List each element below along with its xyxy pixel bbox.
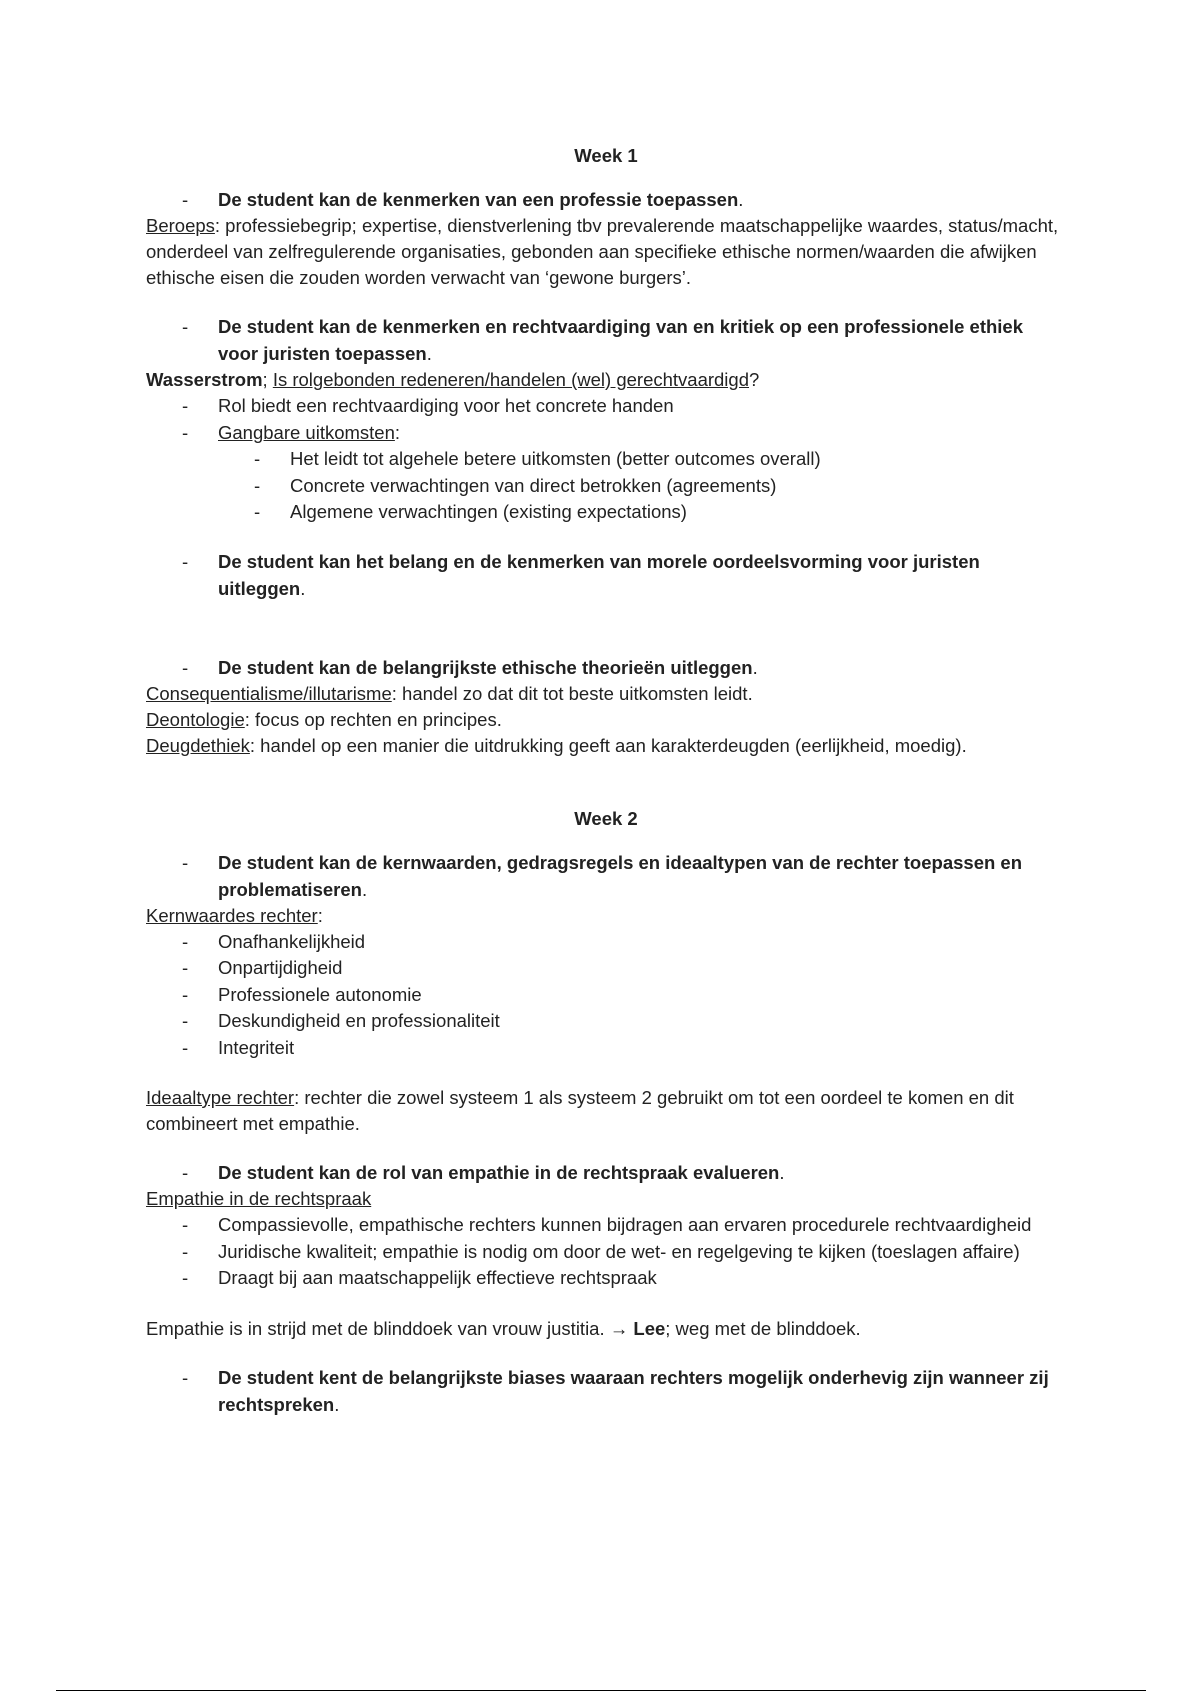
week-2-heading: Week 2	[574, 807, 638, 829]
objective-text: De student kan de kenmerken van een professie toepassen	[218, 189, 739, 210]
bullet-dash: -	[182, 550, 189, 572]
page-bottom-rule	[56, 1690, 1146, 1691]
bullet-dash: -	[182, 1214, 189, 1235]
objective-text: De student kan het belang en de kenmerken van morele oordeelsvorming voor juristen uitleggen	[218, 550, 980, 599]
list-item-text: Draagt bij aan maatschappelijk effectieve rechtspraak	[218, 1267, 657, 1288]
list-item-text: Deskundigheid en professionaliteit	[218, 1010, 500, 1031]
bullet-dash: -	[182, 930, 189, 952]
author-name: Wasserstrom	[146, 369, 263, 390]
bullet-dash: -	[182, 656, 189, 678]
period: .	[300, 577, 306, 599]
objective-text: De student kan de kernwaarden, gedragsregels en ideaaltypen van de rechter toepassen en problematiseren	[218, 851, 1023, 900]
bullet-dash: -	[182, 1036, 189, 1058]
colon: :	[394, 421, 401, 443]
list-item-text: Gangbare uitkomsten	[218, 421, 395, 443]
list-item-text: Professionele autonomie	[218, 983, 422, 1005]
list-item-text: Juridische kwaliteit; empathie is nodig om door de wet- en regelgeving te kijken (toeslagen affaire)	[218, 1240, 1020, 1262]
definition-text: : professiebegrip; expertise, dienstverlening tbv prevalerende maatschappelijke waardes, status/macht, onderdeel van zelfregulerende organisaties, gebonden aan specifieke ethische normen/waarden die afwijken ethische eisen die zouden worden verwacht van ‘gewone burgers’.	[146, 215, 1059, 288]
theory-line	[146, 707, 1066, 733]
theory-text: : focus op rechten en principes.	[244, 708, 502, 730]
bullet-dash: -	[182, 189, 189, 210]
theory-line	[146, 681, 1066, 707]
separator: ;	[262, 369, 273, 390]
sub-list-item-text: Concrete verwachtingen van direct betrokken (agreements)	[290, 474, 777, 496]
list-item-text: Onpartijdigheid	[218, 957, 343, 978]
list-item	[146, 929, 1066, 956]
period: .	[752, 656, 758, 678]
learning-objective	[146, 1364, 1066, 1418]
bullet-dash: -	[182, 1267, 189, 1288]
objective-text: De student kan de kenmerken en rechtvaardiging van en kritiek op een professionele ethiek voor juristen toepassen	[218, 316, 1024, 364]
period: .	[334, 1393, 340, 1415]
list-item	[146, 1239, 1066, 1266]
list-item	[146, 1035, 1066, 1062]
theory-text: : handel zo dat dit tot beste uitkomsten leidt.	[391, 682, 753, 704]
list-item	[146, 420, 1066, 447]
period: .	[779, 1162, 785, 1183]
bullet-dash: -	[254, 501, 261, 522]
section-title-text: Kernwaardes rechter	[146, 904, 318, 926]
wasserstrom-line	[146, 367, 1066, 393]
bullet-dash: -	[182, 851, 189, 873]
learning-objective	[146, 1159, 1066, 1186]
period: .	[361, 878, 368, 900]
question-mark: ?	[749, 369, 760, 390]
section-title	[146, 1186, 1066, 1212]
period: .	[738, 189, 744, 210]
bullet-dash: -	[182, 316, 189, 337]
blinddoek-line	[146, 1316, 1066, 1342]
blinddoek-post: ; weg met de blinddoek.	[665, 1317, 861, 1339]
list-item-text: Rol biedt een rechtvaardiging voor het concrete handen	[218, 395, 674, 416]
list-item	[146, 393, 1066, 420]
bullet-dash: -	[182, 957, 189, 978]
sub-list-item	[146, 473, 1066, 500]
list-item-text: Integriteit	[218, 1036, 295, 1058]
bullet-dash: -	[182, 395, 189, 416]
bullet-dash: -	[254, 448, 261, 469]
learning-objective	[146, 654, 1066, 681]
sub-list-item	[146, 446, 1066, 473]
question-text: Is rolgebonden redeneren/handelen (wel) gerechtvaardigd	[272, 369, 749, 390]
theory-term: Consequentialisme/illutarisme	[146, 682, 392, 704]
definition-paragraph	[146, 213, 1066, 291]
bullet-dash: -	[182, 1240, 189, 1262]
objective-text: De student kan de rol van empathie in de rechtspraak evalueren	[218, 1162, 780, 1183]
colon: :	[317, 904, 323, 926]
bullet-dash: -	[182, 1162, 189, 1183]
learning-objective	[146, 849, 1066, 903]
section-title-text: Empathie in de rechtspraak	[146, 1188, 372, 1209]
theory-line	[146, 733, 1066, 759]
definition-term: Beroeps	[146, 215, 215, 236]
bullet-dash: -	[182, 983, 189, 1005]
list-item	[146, 1212, 1066, 1239]
theory-term: Deugdethiek	[146, 734, 250, 756]
sub-list-item-text: Het leidt tot algehele betere uitkomsten (better outcomes overall)	[290, 448, 821, 469]
definition-paragraph	[146, 1085, 1066, 1137]
bullet-dash: -	[182, 1366, 189, 1388]
theory-term: Deontologie	[146, 708, 245, 730]
sub-list-item	[146, 499, 1066, 526]
blinddoek-pre: Empathie is in strijd met de blinddoek van vrouw justitia. →	[146, 1317, 634, 1339]
definition-text: : rechter die zowel systeem 1 als systeem 2 gebruikt om tot een oordeel te komen en dit combineert met empathie.	[146, 1087, 1014, 1134]
bullet-dash: -	[254, 474, 261, 496]
learning-objective	[146, 548, 1066, 602]
definition-term: Ideaaltype rechter	[146, 1087, 295, 1108]
author-name: Lee	[633, 1317, 666, 1339]
list-item	[146, 1008, 1066, 1035]
objective-text: De student kan de belangrijkste ethische theorieën uitleggen	[218, 656, 753, 678]
learning-objective	[146, 313, 1066, 367]
bullet-dash: -	[182, 421, 189, 443]
theory-text: : handel op een manier die uitdrukking geeft aan karakterdeugden (eerlijkheid, moedig).	[249, 734, 967, 756]
list-item	[146, 955, 1066, 982]
list-item-text: Compassievolle, empathische rechters kunnen bijdragen aan ervaren procedurele rechtvaardigheid	[218, 1214, 1032, 1235]
section-title	[146, 903, 1066, 929]
list-item	[146, 982, 1066, 1009]
learning-objective	[146, 186, 1066, 213]
period: .	[426, 343, 432, 364]
sub-list-item-text: Algemene verwachtingen (existing expectations)	[290, 501, 687, 522]
document-page	[146, 138, 1066, 1418]
bullet-dash: -	[182, 1010, 189, 1031]
objective-text: De student kent de belangrijkste biases waaraan rechters mogelijk onderhevig zijn wanneer zij rechtspreken	[218, 1366, 1049, 1415]
week-1-heading: Week 1	[574, 145, 638, 166]
list-item	[146, 1265, 1066, 1292]
list-item-text: Onafhankelijkheid	[218, 930, 366, 952]
